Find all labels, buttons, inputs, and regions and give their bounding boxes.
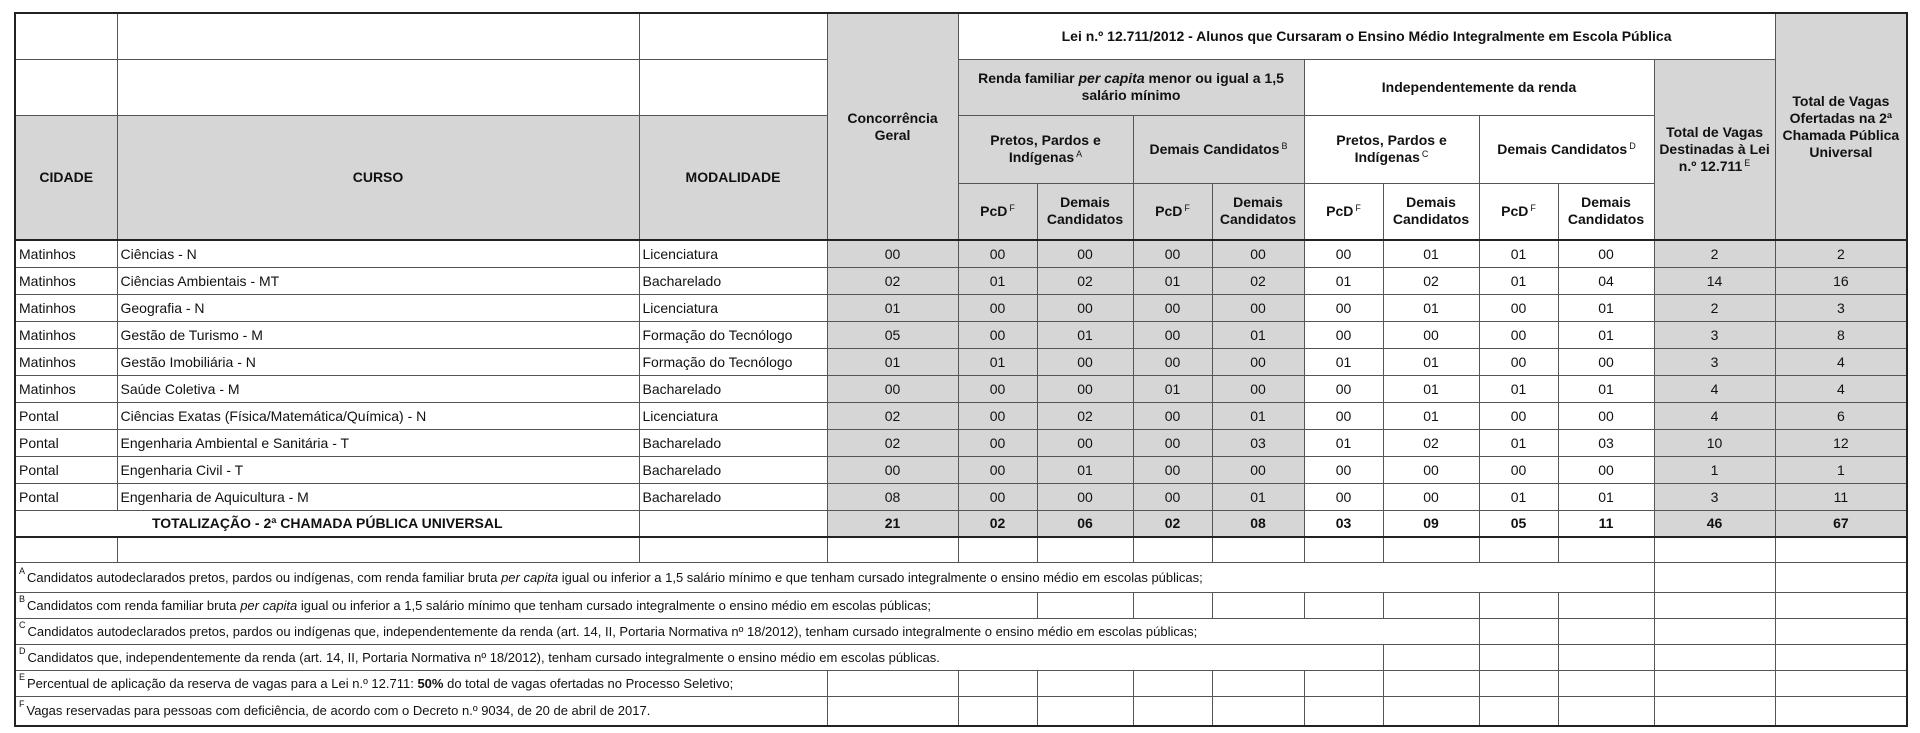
table-row	[15, 429, 1907, 456]
footnote-a-row	[15, 562, 1907, 592]
pcd-a-header: PcD $^F$	[958, 183, 1037, 240]
value-cell: 01	[1479, 375, 1558, 402]
value-cell: 01	[1037, 456, 1133, 483]
total-value: 05	[1479, 510, 1558, 537]
pcd-c-header: PcD $^F$	[1304, 183, 1383, 240]
footnote-c-row	[15, 618, 1907, 644]
curso-cell: Ciências - N	[117, 240, 639, 267]
cidade-cell: Pontal	[15, 429, 117, 456]
value-cell: 4	[1775, 375, 1907, 402]
value-cell: 01	[1133, 267, 1212, 294]
value-cell: 3	[1654, 321, 1775, 348]
value-cell: 00	[958, 294, 1037, 321]
value-cell: 00	[1304, 483, 1383, 510]
table-row	[15, 456, 1907, 483]
modalidade-cell: Bacharelado	[639, 483, 827, 510]
value-cell: 01	[1479, 267, 1558, 294]
value-cell: 00	[827, 240, 958, 267]
total-value: 21	[827, 510, 958, 537]
value-cell: 00	[1037, 375, 1133, 402]
blank-cell	[117, 59, 639, 115]
value-cell: 00	[1304, 294, 1383, 321]
cidade-cell: Pontal	[15, 483, 117, 510]
value-cell: 01	[1558, 321, 1654, 348]
demais-d-header: Demais Candidatos $^D$	[1479, 115, 1654, 183]
value-cell: 00	[1037, 294, 1133, 321]
value-cell: 00	[1212, 240, 1304, 267]
modalidade-cell: Formação do Tecnólogo	[639, 321, 827, 348]
blank-cell	[639, 13, 827, 59]
value-cell: 00	[1479, 402, 1558, 429]
total-value: 09	[1383, 510, 1479, 537]
renda-group-header: Renda familiar per capita menor ou igual a 1,5 salário mínimo	[958, 59, 1304, 115]
value-cell: 00	[1304, 375, 1383, 402]
blank-cell	[15, 59, 117, 115]
value-cell: 01	[827, 294, 958, 321]
value-cell: 01	[1383, 375, 1479, 402]
value-cell: 00	[958, 483, 1037, 510]
data-rows	[15, 240, 1907, 510]
value-cell: 00	[1304, 240, 1383, 267]
value-cell: 01	[1037, 321, 1133, 348]
blank-cell	[639, 510, 827, 537]
value-cell: 00	[1133, 456, 1212, 483]
cidade-header: CIDADE	[15, 115, 117, 240]
value-cell: 01	[1212, 483, 1304, 510]
value-cell: 1	[1654, 456, 1775, 483]
footnote-f-row	[15, 696, 1907, 726]
cidade-cell: Matinhos	[15, 348, 117, 375]
value-cell: 01	[1558, 483, 1654, 510]
demais-b2-header: Demais Candidatos	[1212, 183, 1304, 240]
value-cell: 00	[1383, 483, 1479, 510]
header-row-2	[15, 59, 1907, 115]
value-cell: 00	[827, 456, 958, 483]
lei-title-header: Lei n.º 12.711/2012 - Alunos que Cursaram o Ensino Médio Integralmente em Escola Pública	[958, 13, 1775, 59]
value-cell: 02	[827, 402, 958, 429]
pcd-d-header: PcD $^F$	[1479, 183, 1558, 240]
total-value: 11	[1558, 510, 1654, 537]
value-cell: 00	[1037, 429, 1133, 456]
modalidade-cell: Bacharelado	[639, 429, 827, 456]
value-cell: 8	[1775, 321, 1907, 348]
modalidade-cell: Licenciatura	[639, 294, 827, 321]
demais-b-header: Demais Candidatos $^B$	[1133, 115, 1304, 183]
value-cell: 00	[1383, 456, 1479, 483]
table-row	[15, 240, 1907, 267]
total-value: 67	[1775, 510, 1907, 537]
footnote-b-row	[15, 592, 1907, 618]
table-row	[15, 348, 1907, 375]
value-cell: 00	[1133, 294, 1212, 321]
value-cell: 03	[1212, 429, 1304, 456]
curso-cell: Ciências Exatas (Física/Matemática/Química) - N	[117, 402, 639, 429]
value-cell: 2	[1654, 240, 1775, 267]
value-cell: 01	[1304, 429, 1383, 456]
value-cell: 10	[1654, 429, 1775, 456]
footnote-e-row	[15, 670, 1907, 696]
curso-cell: Gestão Imobiliária - N	[117, 348, 639, 375]
footnote-a: $^A$ Candidatos autodeclarados pretos, pardos ou indígenas, com renda familiar bruta per capita igual ou inferior a 1,5 salário mínimo e que tenham cursado integralmente o ensino médio em escolas públicas;	[15, 562, 1654, 592]
cidade-cell: Matinhos	[15, 321, 117, 348]
value-cell: 00	[1558, 240, 1654, 267]
value-cell: 00	[958, 402, 1037, 429]
header-row-1	[15, 13, 1907, 59]
table-row	[15, 267, 1907, 294]
value-cell: 00	[1037, 348, 1133, 375]
value-cell: 00	[1133, 348, 1212, 375]
curso-cell: Engenharia Ambiental e Sanitária - T	[117, 429, 639, 456]
value-cell: 01	[1558, 375, 1654, 402]
value-cell: 00	[1558, 456, 1654, 483]
value-cell: 01	[1304, 267, 1383, 294]
blank-cell	[117, 13, 639, 59]
demais-a-header: Demais Candidatos	[1037, 183, 1133, 240]
value-cell: 00	[827, 375, 958, 402]
value-cell: 01	[1558, 294, 1654, 321]
value-cell: 08	[827, 483, 958, 510]
value-cell: 00	[1304, 402, 1383, 429]
value-cell: 00	[1558, 402, 1654, 429]
value-cell: 00	[1212, 375, 1304, 402]
value-cell: 01	[1304, 348, 1383, 375]
value-cell: 1	[1775, 456, 1907, 483]
pcd-b-header: PcD $^F$	[1133, 183, 1212, 240]
value-cell: 00	[1133, 321, 1212, 348]
value-cell: 00	[958, 429, 1037, 456]
total-lei-header: Total de Vagas Destinadas à Lei n.º 12.711 $^E$	[1654, 59, 1775, 240]
value-cell: 01	[1383, 294, 1479, 321]
blank-cell	[15, 13, 117, 59]
value-cell: 01	[1383, 348, 1479, 375]
value-cell: 16	[1775, 267, 1907, 294]
value-cell: 00	[958, 375, 1037, 402]
value-cell: 01	[1212, 402, 1304, 429]
value-cell: 00	[958, 456, 1037, 483]
modalidade-cell: Licenciatura	[639, 240, 827, 267]
modalidade-header: MODALIDADE	[639, 115, 827, 240]
value-cell: 02	[1212, 267, 1304, 294]
value-cell: 03	[1558, 429, 1654, 456]
value-cell: 01	[1479, 429, 1558, 456]
curso-cell: Engenharia de Aquicultura - M	[117, 483, 639, 510]
value-cell: 12	[1775, 429, 1907, 456]
value-cell: 00	[1479, 456, 1558, 483]
vacancy-table	[14, 12, 1908, 727]
value-cell: 00	[958, 240, 1037, 267]
value-cell: 3	[1654, 348, 1775, 375]
value-cell: 11	[1775, 483, 1907, 510]
total-value: 02	[958, 510, 1037, 537]
curso-cell: Gestão de Turismo - M	[117, 321, 639, 348]
value-cell: 05	[827, 321, 958, 348]
total-value: 06	[1037, 510, 1133, 537]
value-cell: 00	[1383, 321, 1479, 348]
modalidade-cell: Bacharelado	[639, 267, 827, 294]
cidade-cell: Pontal	[15, 402, 117, 429]
curso-cell: Engenharia Civil - T	[117, 456, 639, 483]
value-cell: 02	[1037, 267, 1133, 294]
table-row	[15, 375, 1907, 402]
cidade-cell: Matinhos	[15, 240, 117, 267]
value-cell: 6	[1775, 402, 1907, 429]
footnote-f: $^F$ Vagas reservadas para pessoas com deficiência, de acordo com o Decreto n.º 9034, de 20 de abril de 2017.	[15, 696, 827, 726]
total-value: 46	[1654, 510, 1775, 537]
value-cell: 4	[1775, 348, 1907, 375]
table-row	[15, 402, 1907, 429]
total-ofertadas-header: Total de Vagas Ofertadas na 2ª Chamada Pública Universal	[1775, 13, 1907, 240]
value-cell: 00	[958, 321, 1037, 348]
demais-c-header: Demais Candidatos	[1383, 183, 1479, 240]
total-value: 02	[1133, 510, 1212, 537]
value-cell: 02	[827, 429, 958, 456]
table-row	[15, 483, 1907, 510]
value-cell: 02	[1037, 402, 1133, 429]
curso-cell: Geografia - N	[117, 294, 639, 321]
total-label: TOTALIZAÇÃO - 2ª CHAMADA PÚBLICA UNIVERSAL	[15, 510, 639, 537]
cidade-cell: Matinhos	[15, 375, 117, 402]
value-cell: 00	[1133, 483, 1212, 510]
value-cell: 01	[1383, 402, 1479, 429]
value-cell: 00	[1212, 294, 1304, 321]
modalidade-cell: Formação do Tecnólogo	[639, 348, 827, 375]
modalidade-cell: Bacharelado	[639, 375, 827, 402]
table-row	[15, 294, 1907, 321]
footnote-c: $^C$ Candidatos autodeclarados pretos, pardos ou indígenas que, independentemente da renda (art. 14, II, Portaria Normativa nº 18/2012), tenham cursado integralmente o ensino médio em escolas públicas;	[15, 618, 1479, 644]
total-value: 03	[1304, 510, 1383, 537]
value-cell: 2	[1775, 240, 1907, 267]
independente-group-header: Independentemente da renda	[1304, 59, 1654, 115]
value-cell: 02	[1383, 429, 1479, 456]
cidade-cell: Matinhos	[15, 294, 117, 321]
curso-cell: Saúde Coletiva - M	[117, 375, 639, 402]
value-cell: 01	[827, 348, 958, 375]
blank-cell	[639, 59, 827, 115]
demais-d2-header: Demais Candidatos	[1558, 183, 1654, 240]
value-cell: 00	[1133, 429, 1212, 456]
curso-cell: Ciências Ambientais - MT	[117, 267, 639, 294]
value-cell: 00	[1479, 348, 1558, 375]
spacer-row	[15, 537, 1907, 562]
value-cell: 00	[1304, 321, 1383, 348]
value-cell: 02	[827, 267, 958, 294]
modalidade-cell: Licenciatura	[639, 402, 827, 429]
ppi-c-header: Pretos, Pardos e Indígenas $^C$	[1304, 115, 1479, 183]
value-cell: 3	[1654, 483, 1775, 510]
cidade-cell: Matinhos	[15, 267, 117, 294]
table-row	[15, 321, 1907, 348]
value-cell: 00	[1479, 321, 1558, 348]
value-cell: 00	[1479, 294, 1558, 321]
value-cell: 00	[1304, 456, 1383, 483]
value-cell: 01	[1383, 240, 1479, 267]
value-cell: 00	[1037, 240, 1133, 267]
value-cell: 00	[1037, 483, 1133, 510]
vacancy-table-container	[14, 12, 1908, 727]
footnote-d-row	[15, 644, 1907, 670]
value-cell: 02	[1383, 267, 1479, 294]
footnote-d: $^D$ Candidatos que, independentemente da renda (art. 14, II, Portaria Normativa nº 18/2012), tenham cursado integralmente o ensino médio em escolas públicas.	[15, 644, 1383, 670]
cidade-cell: Pontal	[15, 456, 117, 483]
value-cell: 04	[1558, 267, 1654, 294]
curso-header: CURSO	[117, 115, 639, 240]
header-row-3	[15, 115, 1907, 183]
concorrencia-geral-header: Concorrência Geral	[827, 13, 958, 240]
value-cell: 2	[1654, 294, 1775, 321]
value-cell: 00	[1558, 348, 1654, 375]
value-cell: 00	[1212, 456, 1304, 483]
value-cell: 14	[1654, 267, 1775, 294]
value-cell: 01	[958, 348, 1037, 375]
value-cell: 01	[1133, 375, 1212, 402]
value-cell: 00	[1212, 348, 1304, 375]
modalidade-cell: Bacharelado	[639, 456, 827, 483]
value-cell: 01	[1479, 483, 1558, 510]
value-cell: 01	[958, 267, 1037, 294]
total-row	[15, 510, 1907, 537]
value-cell: 4	[1654, 375, 1775, 402]
footnote-e: $^E$ Percentual de aplicação da reserva de vagas para a Lei n.º 12.711: 50% do total de vagas ofertadas no Processo Seletivo;	[15, 670, 827, 696]
value-cell: 01	[1479, 240, 1558, 267]
footnote-b: $^B$ Candidatos com renda familiar bruta per capita igual ou inferior a 1,5 salário mínimo que tenham cursado integralmente o ensino médio em escolas públicas;	[15, 592, 1037, 618]
value-cell: 00	[1133, 240, 1212, 267]
value-cell: 00	[1133, 402, 1212, 429]
value-cell: 4	[1654, 402, 1775, 429]
ppi-a-header: Pretos, Pardos e Indígenas $^A$	[958, 115, 1133, 183]
value-cell: 01	[1212, 321, 1304, 348]
value-cell: 3	[1775, 294, 1907, 321]
total-value: 08	[1212, 510, 1304, 537]
